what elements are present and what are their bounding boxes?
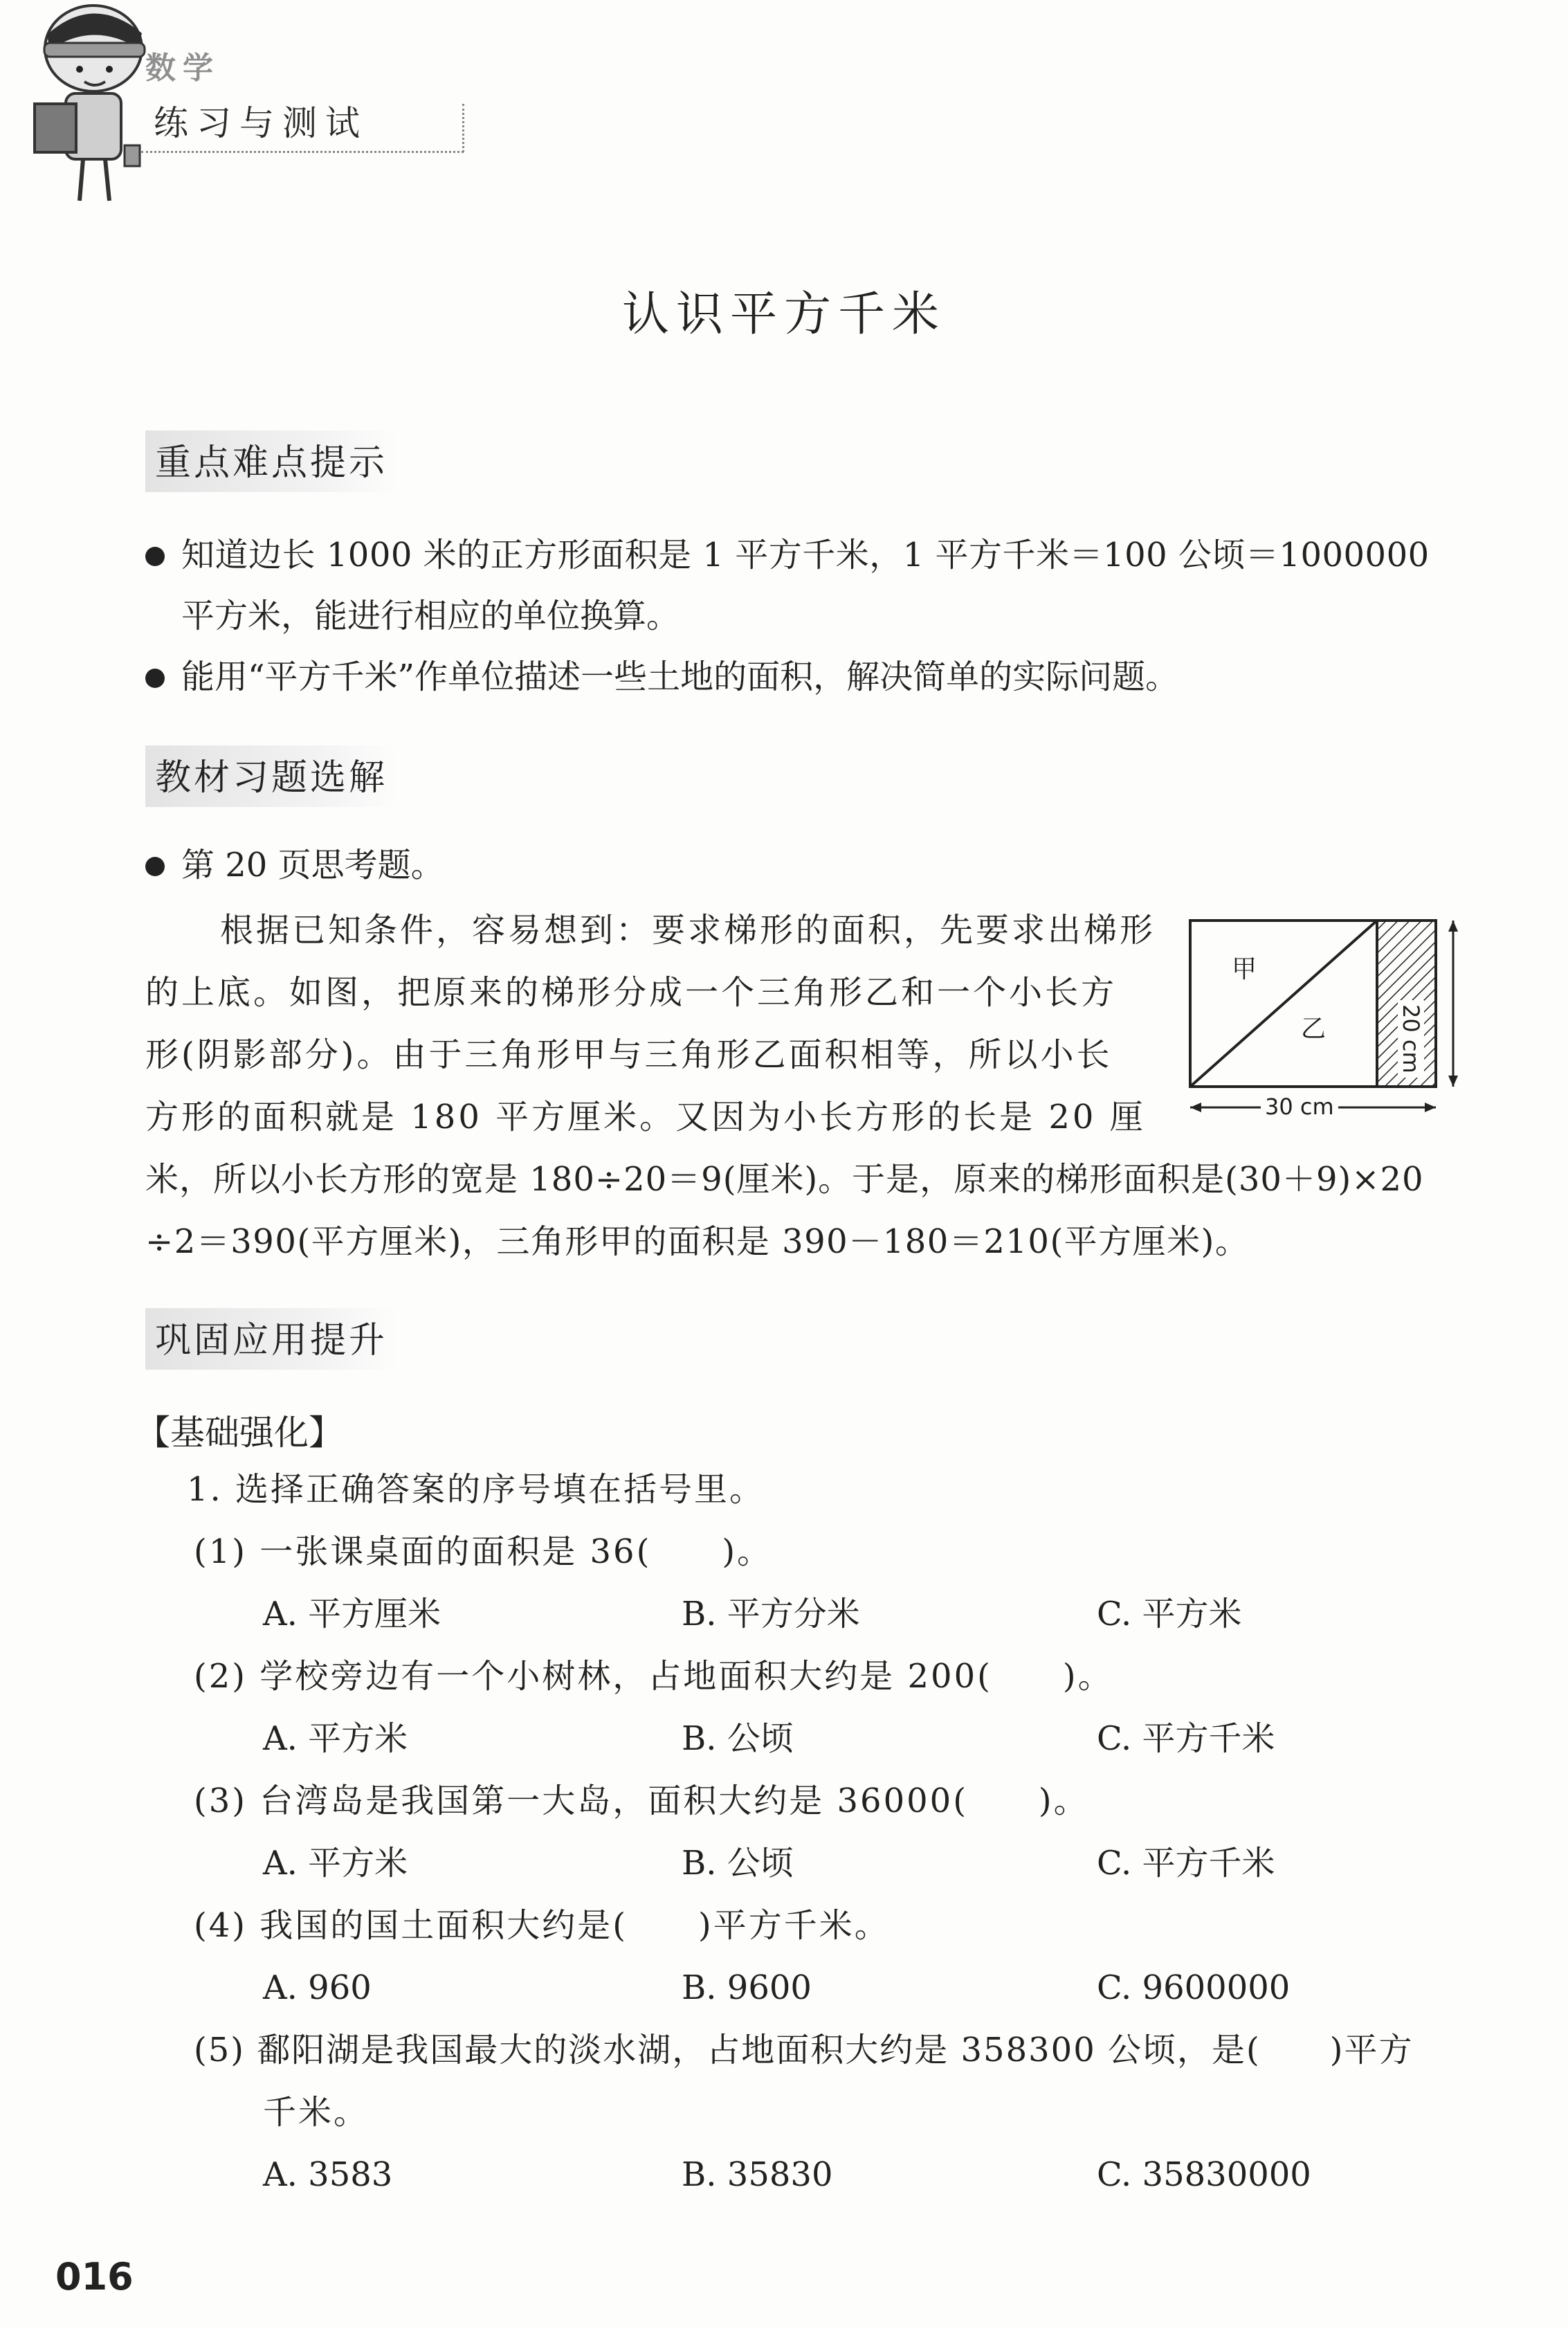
bullet-icon [145,857,165,876]
key-point-1-line-1: 知道边长 1000 米的正方形面积是 1 平方千米，1 平方千米＝100 公顷＝1000000 [181,536,1430,574]
option-a: A. 平方米 [263,1844,408,1883]
question-1-2: (2) 学校旁边有一个小树林，占地面积大约是 200( )。 [194,1657,1113,1696]
question-1-5-line-2: 千米。 [263,2093,370,2132]
key-point-2: 能用“平方千米”作单位描述一些土地的面积，解决简单的实际问题。 [181,658,1179,696]
option-a: A. 960 [263,1968,372,2007]
option-c: C. 35830000 [1097,2155,1311,2194]
figure-height-label: 20 cm [1398,1000,1424,1078]
section-heading-practice: 巩固应用提升 [145,1308,397,1370]
option-c: C. 平方米 [1097,1595,1242,1633]
option-b: B. 公顷 [682,1719,794,1758]
solution-line-6: ÷2＝390(平方厘米)，三角形甲的面积是 390－180＝210(平方厘米)。 [145,1222,1250,1261]
option-b: B. 公顷 [682,1844,794,1883]
bullet-icon [145,547,165,566]
header-dotted-rule-vertical [462,104,464,152]
option-a: A. 3583 [263,2155,393,2194]
option-c: C. 平方千米 [1097,1844,1275,1883]
series-brand: 数学 [145,51,220,86]
figure-label-yi: 乙 [1301,1015,1327,1043]
option-c: C. 平方千米 [1097,1719,1275,1758]
solution-line-5: 米，所以小长方形的宽是 180÷20＝9(厘米)。于是，原来的梯形面积是(30＋9)×20 [145,1160,1424,1199]
figure-width-label: 30 cm [1261,1094,1338,1120]
option-a: A. 平方米 [263,1719,408,1758]
key-point-1-line-2: 平方米，能进行相应的单位换算。 [181,597,680,635]
question-1-title: 1. 选择正确答案的序号填在括号里。 [187,1470,765,1509]
option-b: B. 35830 [682,2155,833,2194]
series-subtitle: 练习与测试 [154,103,368,143]
option-a: A. 平方厘米 [263,1595,441,1633]
question-1-3: (3) 台湾岛是我国第一大岛，面积大约是 36000( )。 [194,1782,1089,1820]
bullet-icon [145,669,165,688]
figure-label-jia: 甲 [1232,955,1257,984]
header-dotted-rule [141,151,464,153]
question-1-5-line-1: (5) 鄱阳湖是我国最大的淡水湖，占地面积大约是 358300 公顷，是( )平方 [194,2031,1414,2069]
option-c: C. 9600000 [1097,1968,1291,2007]
option-b: B. 平方分米 [682,1595,860,1633]
section-heading-textbook: 教材习题选解 [145,745,397,807]
section-heading-key-points: 重点难点提示 [145,431,397,492]
solution-line-4: 方形的面积就是 180 平方厘米。又因为小长方形的长是 20 厘 [145,1098,1146,1136]
textbook-reference: 第 20 页思考题。 [181,846,444,885]
question-1-4: (4) 我国的国土面积大约是( )平方千米。 [194,1906,890,1945]
solution-line-1: 根据已知条件，容易想到：要求梯形的面积，先要求出梯形 [220,911,1156,950]
solution-line-3: 形(阴影部分)。由于三角形甲与三角形乙面积相等，所以小长 [145,1035,1113,1074]
mascot-illustration [28,0,152,208]
page-title: 认识平方千米 [621,287,946,342]
question-1-1: (1) 一张课桌面的面积是 36( )。 [194,1532,773,1571]
diagonal-line [1190,921,1377,1087]
subheading-basic: 【基础强化】 [136,1413,343,1453]
option-b: B. 9600 [682,1968,812,2007]
page-number: 016 [55,2255,134,2299]
solution-line-2: 的上底。如图，把原来的梯形分成一个三角形乙和一个小长方 [145,973,1118,1012]
